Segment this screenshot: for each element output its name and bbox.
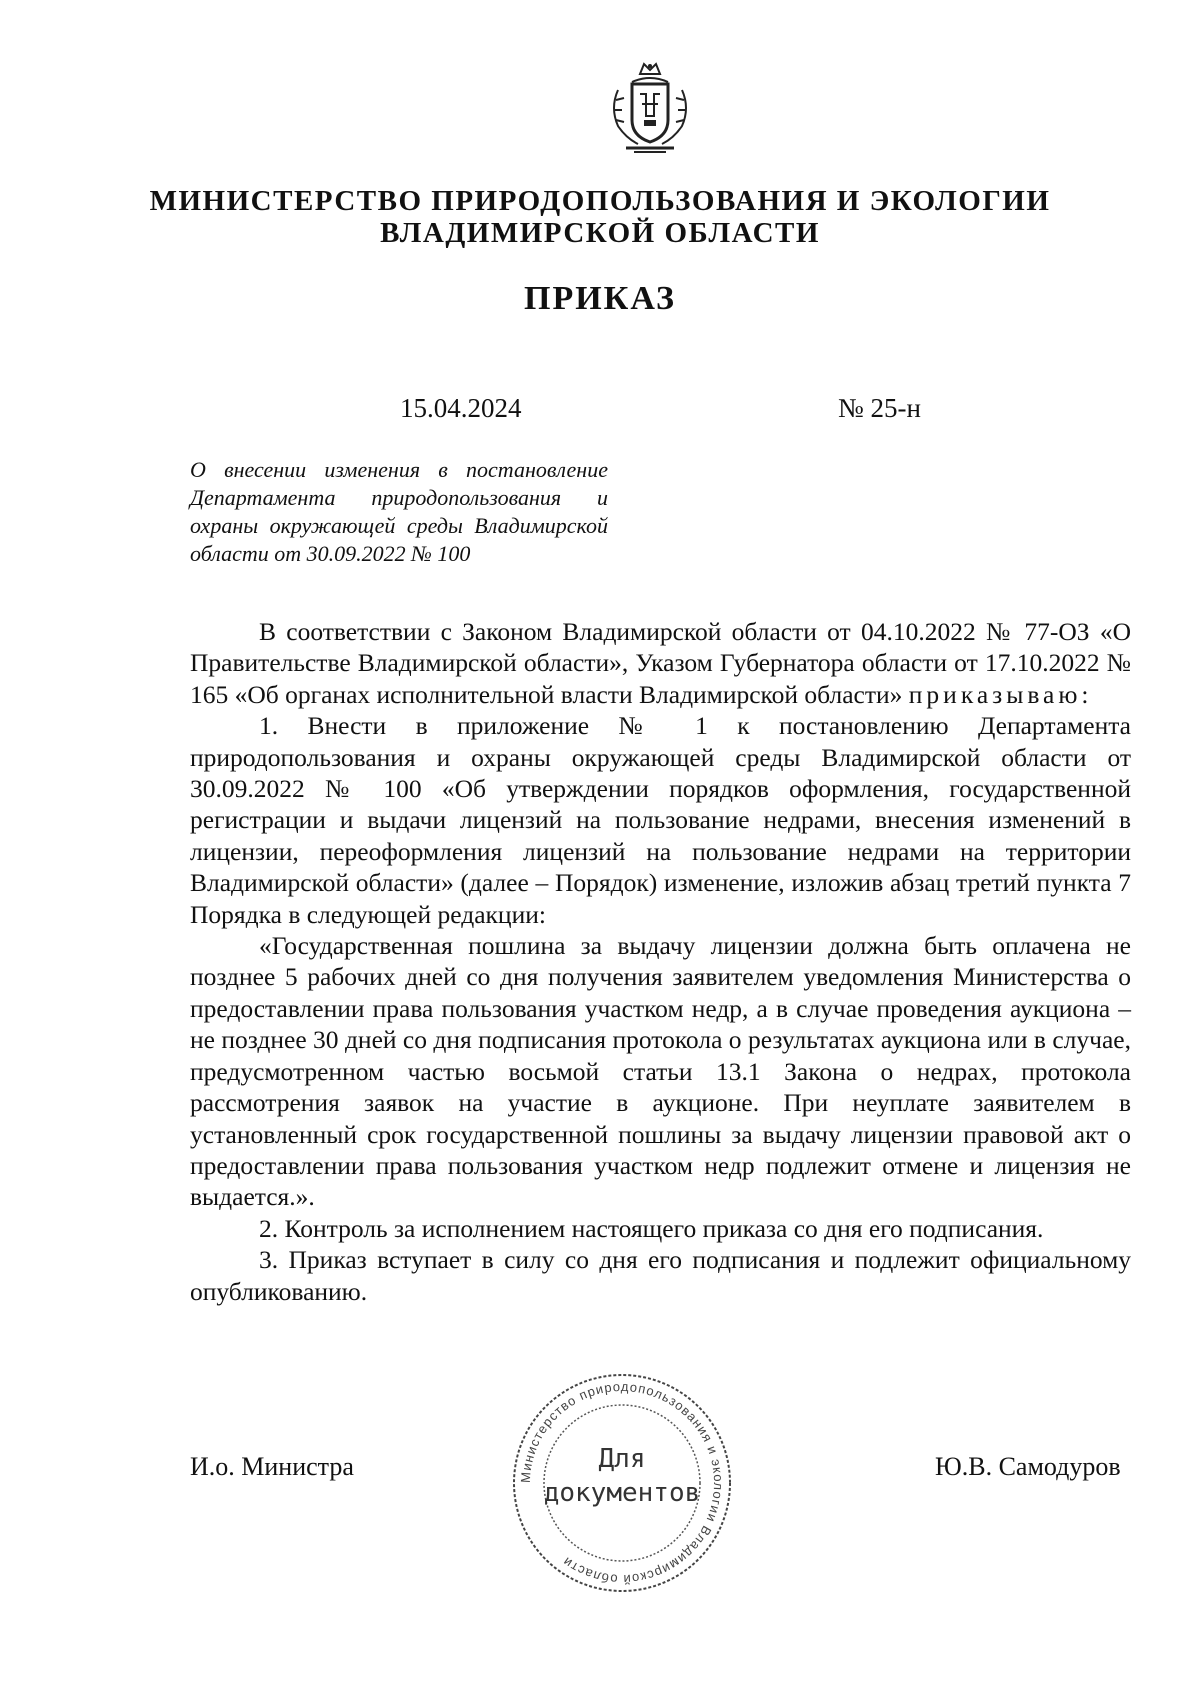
quote-paragraph: «Государственная пошлина за выдачу лицензии должна быть оплачена не позднее 5 рабочих дней со дня получения заявителем уведомления Министерства о предоставлении права пользования участком недр, а в случае проведения аукциона – не позднее 30 дней со дня подписания протокола о результатах аукциона или в случае, предусмотренном частью восьмой статьи 13.1 Закона о недрах, протокола рассмотрения заявок на участие в аукционе. При неуплате заявителем в установленный срок государственной пошлины за выдачу лицензии правовой акт о предоставлении права пользования участком недр подлежит отмене и лицензия не выдается.».: [190, 931, 1131, 1212]
order-date: 15.04.2024: [400, 393, 522, 423]
stamp-line1: Для: [598, 1444, 646, 1474]
item-2-paragraph: 2. Контроль за исполнением настоящего приказа со дня его подписания.: [259, 1213, 1044, 1243]
preamble-text: В соответствии с Законом Владимирской области от 04.10.2022 № 77-ОЗ «О Правительстве Владимирской области», Указом Губернатора области от 17.10.2022 № 165 «Об органах исполнительной власти Владимирской области»: [190, 617, 1131, 709]
document-type-title: ПРИКАЗ: [524, 280, 676, 317]
command-word: приказываю:: [908, 679, 1093, 709]
coat-of-arms-icon: [604, 60, 696, 158]
item-1-paragraph: 1. Внести в приложение № 1 к постановлению Департамента природопользования и охраны окружающей среды Владимирской области от 30.09.2022 № 100 «Об утверждении порядков оформления, государственной регистрации и выдачи лицензий на пользование недрами, внесения изменений в лицензии, переоформления лицензий на пользование недрами на территории Владимирской области» (далее – Порядок) изменение, изложив абзац третий пункта 7 Порядка в следующей редакции:: [190, 711, 1131, 929]
order-body: [190, 616, 1131, 1307]
stamp-line2: документов: [543, 1478, 701, 1508]
ministry-name-line1: МИНИСТЕРСТВО ПРИРОДОПОЛЬЗОВАНИЯ И ЭКОЛОГИИ: [149, 185, 1051, 217]
item-3-paragraph: 3. Приказ вступает в силу со дня его подписания и подлежит официальному опубликованию.: [190, 1245, 1131, 1306]
order-number: № 25-н: [838, 393, 921, 423]
ministry-name-line2: ВЛАДИМИРСКОЙ ОБЛАСТИ: [380, 217, 820, 249]
preamble-paragraph: [190, 616, 1131, 710]
signatory-name: Ю.В. Самодуров: [935, 1452, 1121, 1481]
stamp-ring-text: Министерство природопользования и экологии Владимирской области: [517, 1378, 727, 1588]
signatory-position: И.о. Министра: [190, 1452, 354, 1481]
order-subject: О внесении изменения в постановление Департамента природопользования и охраны окружающей среды Владимирской области от 30.09.2022 № 100: [190, 457, 608, 566]
